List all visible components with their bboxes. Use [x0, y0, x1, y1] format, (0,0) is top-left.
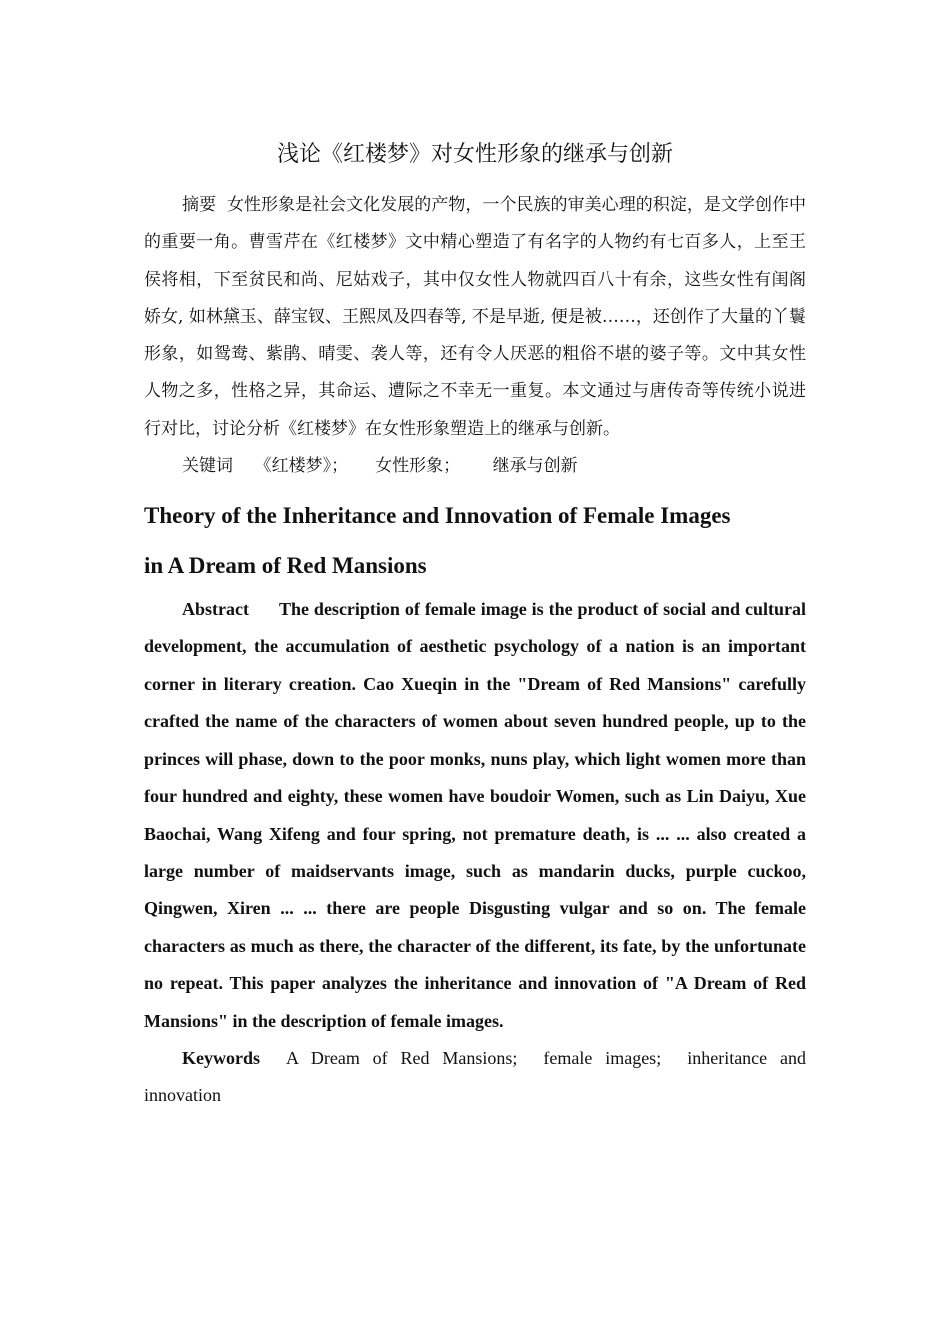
chinese-abstract [144, 187, 806, 448]
document-page [144, 140, 806, 1115]
english-keyword: female images; [543, 1047, 662, 1068]
chinese-abstract-label: 摘要 [182, 195, 217, 215]
english-keyword: A Dream of Red Mansions; [286, 1047, 518, 1068]
english-keyword: inheritance and innovation [144, 1047, 806, 1106]
chinese-abstract-text: 女性形象是社会文化发展的产物，一个民族的审美心理的积淀，是文学创作中的重要一角。曹雪芹在《红楼梦》文中精心塑造了有名字的人物约有七百多人，上至王侯将相，下至贫民和尚、尼姑戏子，其中仅女性人物就四百八十有余，这些女性有闺阁娇女, 如林黛玉、薛宝钗、王熙凤及四春等, 不是早逝, 便是被……，还创作了大量的丫鬟形象，如鸳鸯、紫鹃、晴雯、袭人等，还有令人厌恶的粗俗不堪的婆子等。文中其女性人物之多，性格之异，其命运、遭际之不幸无一重复。本文通过与唐传奇等传统小说进行对比，讨论分析《红楼梦》在女性形象塑造上的继承与创新。 [144, 195, 807, 439]
chinese-keyword: 《红楼梦》； [254, 456, 349, 477]
english-abstract-label: Abstract [182, 599, 249, 620]
english-title-line-2: in A Dream of Red Mansions [144, 553, 427, 579]
english-abstract [144, 591, 806, 1040]
chinese-keywords [144, 448, 806, 485]
chinese-keyword: 继承与创新 [492, 456, 578, 477]
chinese-title: 浅论《红楼梦》对女性形象的继承与创新 [276, 142, 673, 167]
english-abstract-text: The description of female image is the product of social and cultural development, the accumulation of aesthetic psychology of a nation is an important corner in literary creation. Cao Xueqin in the "Dream of Red Mansions" carefully crafted the name of the characters of women about seven hundred people, up to the princes will phase, down to the poor monks, nuns play, which light women more than four hundred and eighty, these women have boudoir Women, such as Lin Daiyu, Xue Baochai, Wang Xifeng and four spring, not premature death, is ... ... also created a large number of maidservants image, such as mandarin ducks, purple cuckoo, Qingwen, Xiren ... ... there are people Disgusting vulgar and so on. The female characters as much as there, the character of the different, its fate, by the unfortunate no repeat. This paper analyzes the inheritance and innovation of "A Dream of Red Mansions" in the description of female images. [144, 599, 806, 1031]
english-title [144, 491, 806, 591]
english-title-line-1: Theory of the Inheritance and Innovation of Female Images [144, 503, 731, 529]
english-keywords [144, 1040, 806, 1115]
chinese-keywords-label: 关键词 [182, 456, 233, 477]
english-keywords-label: Keywords [182, 1047, 260, 1068]
chinese-keyword: 女性形象； [375, 456, 461, 477]
